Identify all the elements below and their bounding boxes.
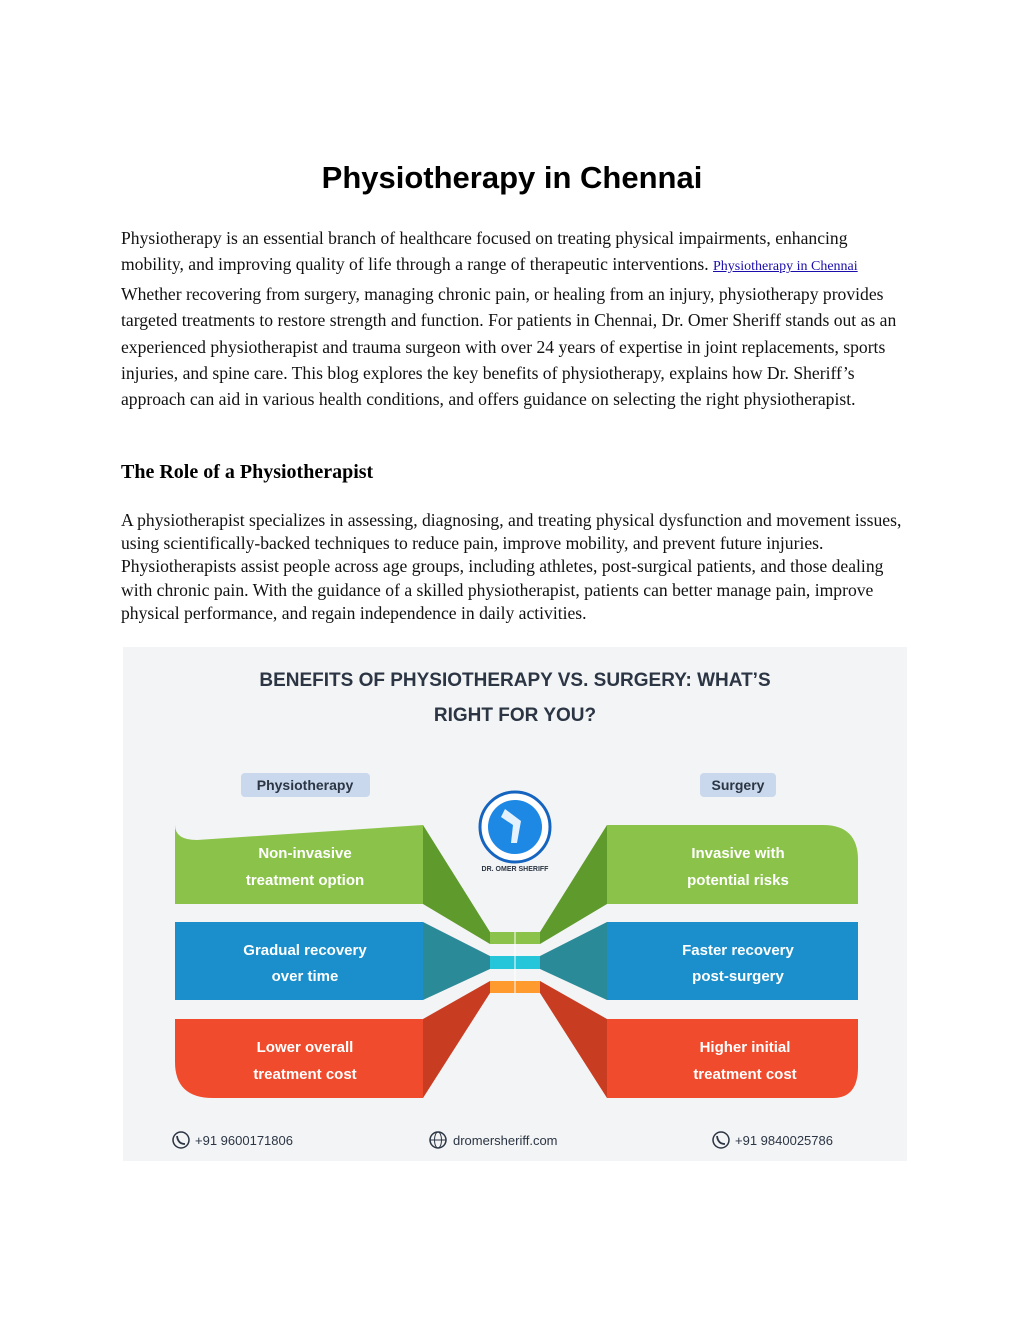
phone-icon — [173, 1132, 189, 1148]
infographic-title-line2: RIGHT FOR YOU? — [433, 705, 597, 726]
row-1-right-line2: potential risks — [687, 872, 789, 889]
infographic-svg — [123, 647, 907, 1161]
website-text: dromersheriff.com — [453, 1133, 558, 1148]
row-2-left-line1: Gradual recovery — [243, 942, 367, 959]
section-paragraph: A physiotherapist specializes in assessing, diagnosing, and treating physical dysfunction and movement issues, using scientifically-backed techniques to reduce pain, improve mobility, and prevent future injuries. Physiotherapists assist people across age groups, including athletes, post-surgical patients, and those dealing with chronic pain. With the guidance of a skilled physiotherapist, patients can better manage pain, improve physical performance, and regain independence in daily activities. — [121, 510, 902, 623]
row-3-left-line2: treatment cost — [253, 1066, 357, 1083]
section-heading: The Role of a Physiotherapist — [121, 461, 374, 483]
row-2-left-line2: over time — [271, 968, 339, 985]
row-2-right-line1: Faster recovery — [682, 942, 794, 959]
row-2-right-line2: post-surgery — [692, 968, 784, 985]
phone-left-text: +91 9600171806 — [195, 1133, 293, 1148]
row-3-left-line1: Lower overall — [256, 1039, 354, 1056]
page-title: Physiotherapy in Chennai — [321, 160, 703, 195]
phone-icon — [713, 1132, 729, 1148]
footer-website — [430, 1132, 558, 1148]
logo-text: DR. OMER SHERIFF — [481, 866, 549, 873]
row-3-right-line2: treatment cost — [693, 1066, 797, 1083]
row-1-right-line1: Invasive with — [691, 845, 785, 862]
surgery-label: Surgery — [711, 777, 765, 793]
infographic — [123, 647, 907, 1161]
logo-emblem — [480, 792, 550, 873]
intro-text-before: Physiotherapy is an essential branch of healthcare focused on treating physical impairments, enhancing mobility, and improving quality of life through a range of therapeutic interventions. — [121, 228, 848, 275]
phone-right-text: +91 9840025786 — [735, 1133, 833, 1148]
infographic-title-line1: BENEFITS OF PHYSIOTHERAPY VS. SURGERY: WHAT’S — [259, 670, 771, 691]
intro-text-after: Whether recovering from surgery, managing chronic pain, or healing from an injury, physiotherapy provides targeted treatments to restore strength and function. For patients in Chennai, Dr. Omer Sheriff stands out as an experienced physiotherapist and trauma surgeon with over 24 years of expertise in joint replacements, sports injuries, and spine care. This blog explores the key benefits of physiotherapy, explains how Dr. Sheriff’s approach can aid in various health conditions, and offers guidance on selecting the right physiotherapist. — [121, 283, 897, 410]
row-1-left-line1: Non-invasive — [258, 845, 352, 862]
footer-phone-right — [713, 1132, 833, 1148]
row-3-right-line1: Higher initial — [699, 1039, 791, 1056]
row-3 — [175, 1019, 858, 1098]
physiotherapy-label: Physiotherapy — [256, 777, 354, 793]
footer-phone-left — [173, 1132, 293, 1148]
row-1-left-line2: treatment option — [245, 872, 365, 889]
physiotherapy-chennai-link[interactable]: Physiotherapy in Chennai — [713, 259, 858, 275]
intro-paragraph — [121, 225, 911, 413]
